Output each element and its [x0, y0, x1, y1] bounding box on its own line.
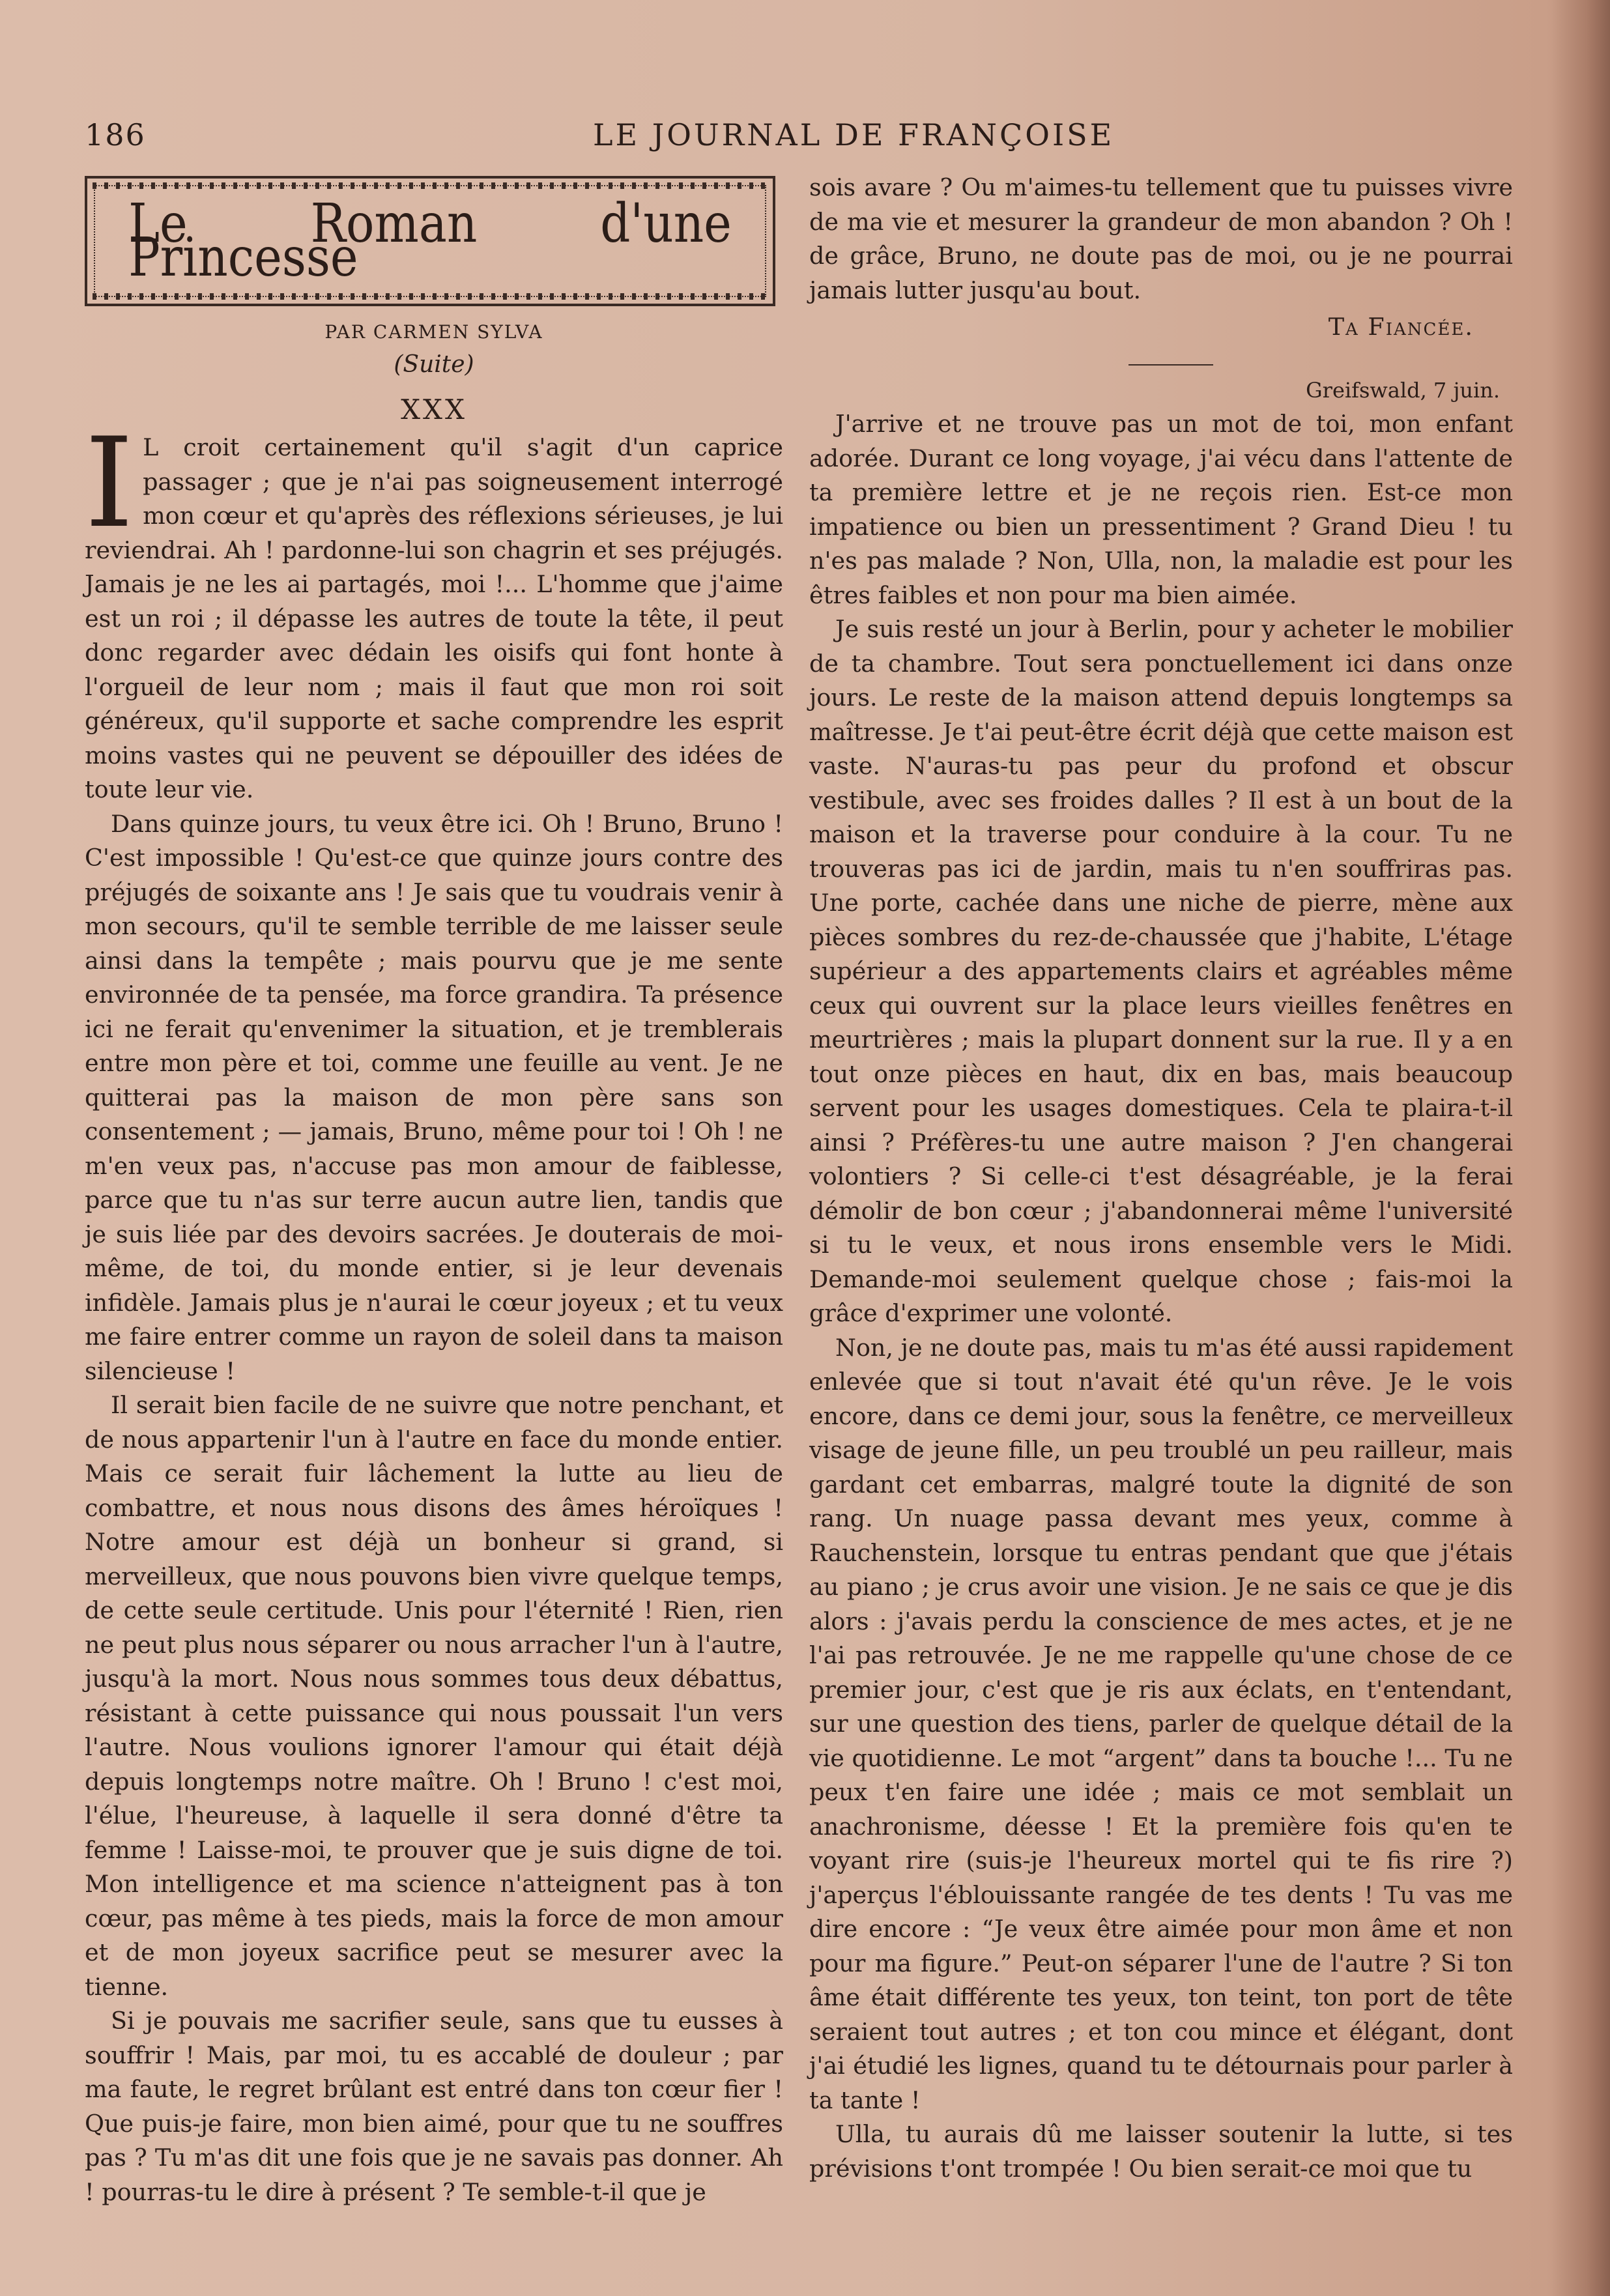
story-title: Le Roman d'une Princesse [128, 192, 732, 289]
right-column [809, 171, 1513, 2186]
letter-signature: Ta Fiancée. [1328, 313, 1474, 341]
paragraph [85, 411, 783, 807]
title-ornament-frame [85, 176, 775, 306]
paragraph: Je suis resté un jour à Berlin, pour y acheter le mobilier de ta chambre. Tout sera ponctuellement ici dans onze jours. Le reste de la maison attend depuis longtemps sa maîtresse. Je t'ai peut-être écrit déjà que cette maison est vaste. N'auras-tu pas peur du profond et obscur vestibule, avec ses froides dalles ? Il est à un bout de la maison et la traverse pour conduire à la cour. Tu ne trouveras pas ici de jardin, mais tu n'en souffriras pas. Une porte, cachée dans une niche de pierre, mène aux pièces sombres du rez-de-chaussée que j'habite, L'étage supérieur a des appartements clairs et agréables même ceux qui ouvrent sur la place leurs vieilles fenêtres en meurtrières ; mais la plupart donnent sur la rue. Il y a en tout onze pièces en haut, dix en bas, mais beaucoup servent pour les usages domestiques. Cela te plaira-t-il ainsi ? Préfères-tu une autre maison ? J'en changerai volontiers ? Si celle-ci t'est désagréable, je la ferai démolir de bon cœur ; j'abandonnerai même l'université si tu le veux, et nous irons ensemble vers le Midi. Demande-moi seulement quelque chose ; fais-moi la grâce d'exprimer une volonté. [809, 615, 1513, 1327]
paragraph: J'arrive et ne trouve pas un mot de toi, mon enfant adorée. Durant ce long voyage, j'ai vécu dans l'attente de ta première lettre et je ne reçois rien. Est-ce mon impatience ou bien un pressentiment ? Grand Dieu ! tu n'es pas malade ? Non, Ulla, non, la maladie est pour les êtres faibles et non pour ma bien aimée. [809, 410, 1513, 609]
paragraph: Dans quinze jours, tu veux être ici. Oh ! Bruno, Bruno ! C'est impossible ! Qu'est-ce que quinze jours contre des préjugés de soixante ans ! Je sais que tu voudrais venir à mon secours, qu'il te semble terrible de me laisser seule ainsi dans la tempête ; mais pourvu que je me sente environnée de ta pensée, ma force grandira. Ta présence ici ne ferait qu'envenimer la situation, et je tremblerais entre mon père et toi, comme une feuille au vent. Je ne quitterai pas la maison de mon père sans son consentement ; — jamais, Bruno, même pour toi ! Oh ! ne m'en veux pas, n'accuse pas mon amour de faiblesse, parce que tu n'as sur terre aucun autre lien, tandis que je suis liée par des devoirs sacrées. Je douterais de moi-même, de toi, du monde entier, si je leur devenais infidèle. Jamais plus je n'aurai le cœur joyeux ; et tu veux me faire entrer comme un rayon de soleil dans ta maison silencieuse ! [85, 809, 783, 1385]
running-title: LE JOURNAL DE FRANÇOISE [593, 117, 1115, 152]
chapter-number: XXX [401, 393, 467, 425]
continued-label: (Suite) [394, 351, 474, 378]
byline: PAR CARMEN SYLVA [324, 321, 543, 343]
left-column [85, 176, 783, 2209]
drop-cap: I [85, 411, 134, 555]
paragraph: Il serait bien facile de ne suivre que notre penchant, et de nous appartenir l'un à l'autre en face du monde entier. Mais ce serait fuir lâchement la lutte au lieu de combattre, et nous nous disons des âmes héroïques ! Notre amour est déjà un bonheur si grand, si merveilleux, que nous pouvons bien vivre quelque temps, de cette seule certitude. Unis pour l'éternité ! Rien, rien ne peut plus nous séparer ou nous arracher l'un à l'autre, jusqu'à la mort. Nous nous sommes tous deux débattus, résistant à cette puissance qui nous poussait l'un vers l'autre. Nous voulions ignorer l'amour qui était déjà depuis longtemps notre maître. Oh ! Bruno ! c'est moi, l'élue, l'heureuse, à laquelle il sera donné d'être ta femme ! Laisse-moi, te prouver que je suis digne de toi. Mon intelligence et ma science n'atteignent pas à ton cœur, pas même à tes pieds, mais la force de mon amour et de mon joyeux sacrifice peut se mesurer avec la tienne. [85, 1391, 783, 2001]
page-edge-shadow [1551, 0, 1610, 2296]
page-number: 186 [85, 117, 146, 152]
page-header [78, 117, 1512, 169]
paragraph-text: L croit certainement qu'il s'agit d'un caprice passager ; que je n'ai pas soigneusement interrogé mon cœur et qu'après des réflexions sérieuses, je lui reviendrai. Ah ! pardonne-lui son chagrin et ses préjugés. Jamais je ne les ai partagés, moi !... L'homme que j'aime est un roi ; il dépasse les autres de toute la tête, il peut donc regarder avec dédain les oisifs qui font honte à l'orgueil de leur nom ; mais il faut que mon roi soit généreux, qu'il supporte et sache comprendre les esprit moins vastes qui ne peuvent se dépouiller des idées de toute leur vie. [85, 433, 783, 803]
separator-rule [1128, 364, 1213, 366]
letter-dateline: Greifswald, 7 juin. [1306, 377, 1500, 403]
paragraph: Ulla, tu aurais dû me laisser soutenir la lutte, si tes prévisions t'ont trompée ! Ou bien serait-ce moi que tu [809, 2120, 1513, 2183]
paragraph: sois avare ? Ou m'aimes-tu tellement que tu puisses vivre de ma vie et mesurer la grandeur de mon abandon ? Oh ! de grâce, Bruno, ne doute pas de moi, ou je ne pourrai jamais lutter jusqu'au bout. [809, 173, 1513, 304]
paragraph: Si je pouvais me sacrifier seule, sans que tu eusses à souffrir ! Mais, par moi, tu es accablé de douleur ; par ma faute, le regret brûlant est entré dans ton cœur fier ! Que puis-je faire, mon bien aimé, pour que tu ne souffres pas ? Tu m'as dit une fois que je ne savais pas donner. Ah ! pourras-tu le dire à présent ? Te semble-t-il que je [85, 2007, 783, 2206]
paragraph: Non, je ne doute pas, mais tu m'as été aussi rapidement enlevée que si tout n'avait été qu'un rêve. Je le vois encore, dans ce demi jour, sous la fenêtre, ce merveilleux visage de jeune fille, un peu troublé un peu railleur, mais gardant cet embarras, malgré toute la dignité de son rang. Un nuage passa devant mes yeux, comme à Rauchenstein, lorsque tu entras pendant que que j'étais au piano ; je crus avoir une vision. Je ne sais ce que je dis alors : j'avais perdu la conscience de mes actes, et je ne l'ai pas retrouvée. Je ne me rappelle qu'une chose de ce premier jour, c'est que je ris aux éclats, en t'entendant, sur une question des tiens, parler de quelque détail de la vie quotidienne. Le mot “argent” dans ta bouche !... Tu ne peux t'en faire une idée ; mais ce mot semblait un anachronisme, déesse ! Et la première fois qu'en te voyant rire (suis-je l'heureux mortel qui te fis rire ?) j'aperçus l'éblouissante rangée de tes dents ! Tu vas me dire encore : “Je veux être aimée pour mon âme et non pour ma figure.” Peut-on séparer l'une de l'autre ? Si ton âme était différente tes yeux, ton teint, ton port de tête seraient tout autres ; et ton cou mince et élégant, dont j'ai étudié les lignes, quand tu te détournais pour parler à ta tante ! [809, 1333, 1513, 2114]
